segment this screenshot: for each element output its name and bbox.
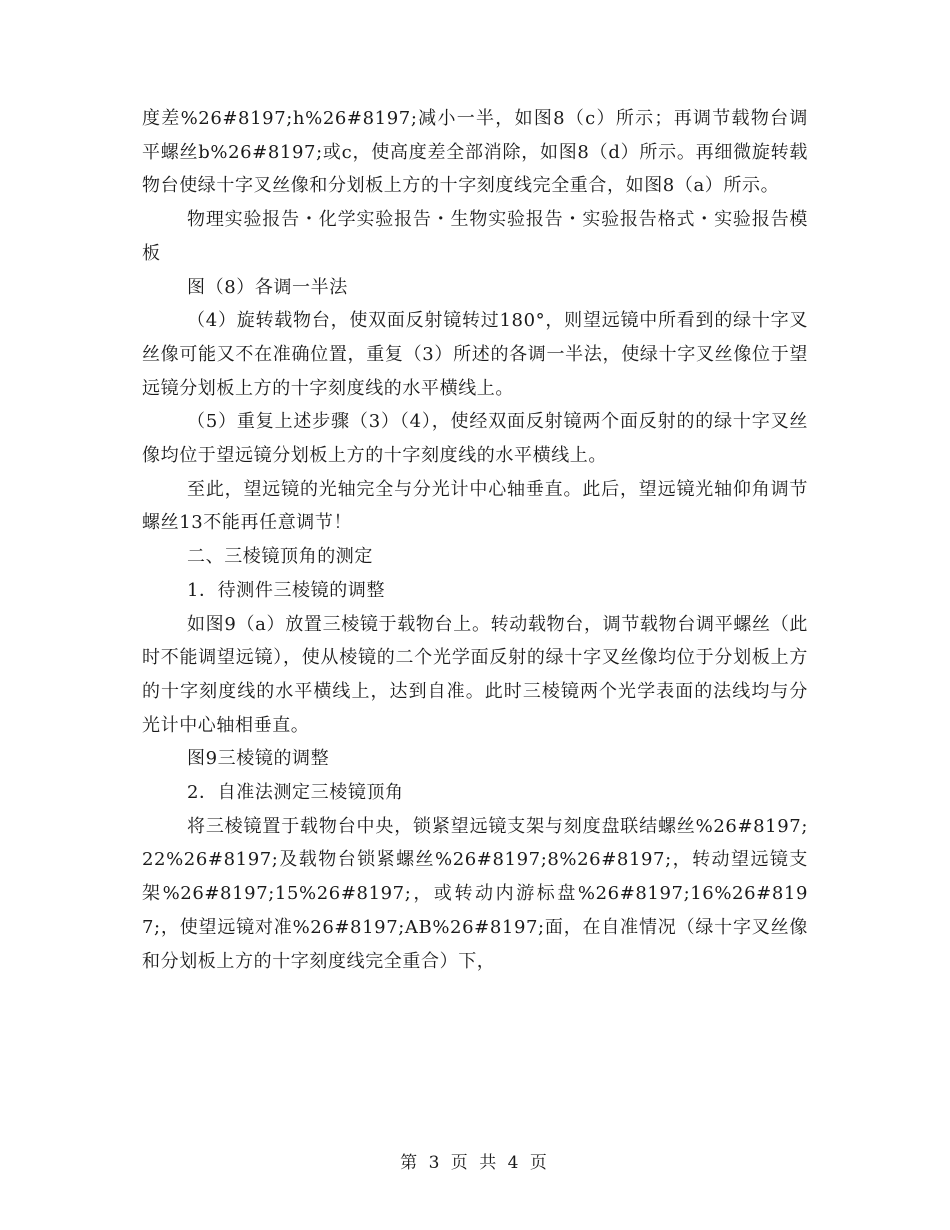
paragraph-prism-adjust: 如图9（a）放置三棱镜于载物台上。转动载物台，调节载物台调平螺丝（此时不能调望远镜），使从棱镜的二个光学面反射的绿十字叉丝像均位于分划板上方的十字刻度线的水平横线上，达到自准。此时三棱镜两个光学表面的法线均与分光计中心轴相垂直。 (142, 613, 808, 736)
subsection-heading-2: 2．自准法测定三棱镜顶角 (187, 782, 404, 804)
paragraph-step-5: （5）重复上述步骤（3）（4），使经双面反射镜两个面反射的的绿十字叉丝像均位于望远镜分划板上方的十字刻度线的水平横线上。 (142, 411, 808, 467)
section-heading-2: 二、三棱镜顶角的测定 (187, 546, 373, 568)
page-footer: 第 3 页 共 4 页 (400, 1153, 550, 1173)
paragraph-2: 物理实验报告・化学实验报告・生物实验报告・实验报告格式・实验报告模板 (142, 209, 808, 264)
paragraph-step-4: （4）旋转载物台，使双面反射镜转过180°，则望远镜中所看到的绿十字叉丝像可能又不在准确位置，重复（3）所述的各调一半法，使绿十字叉丝像位于望远镜分划板上方的十字刻度线的水平横线上。 (142, 310, 808, 399)
subsection-heading-1: 1．待测件三棱镜的调整 (187, 579, 386, 601)
paragraph-1: 度差%26#8197;h%26#8197;减小一半，如图8（c）所示；再调节载物台调平螺丝b%26#8197;或c，使高度差全部消除，如图8（d）所示。再细微旋转载物台使绿十字叉丝像和分划板上方的十字刻度线完全重合，如图8（a）所示。 (142, 108, 808, 197)
document-body (142, 102, 808, 978)
figure-caption-8: 图（8）各调一半法 (187, 276, 348, 298)
paragraph-conclusion: 至此，望远镜的光轴完全与分光计中心轴垂直。此后，望远镜光轴仰角调节螺丝13不能再任意调节！ (142, 478, 808, 534)
figure-caption-9: 图9三棱镜的调整 (187, 748, 330, 770)
paragraph-autocollimation: 将三棱镜置于载物台中央，锁紧望远镜支架与刻度盘联结螺丝%26#8197;22%26#8197;及载物台锁紧螺丝%26#8197;8%26#8197;，转动望远镜支架%26#8197;15%26#8197;，或转动内游标盘%26#8197;16%26#8197;，使望远镜对准%26#8197;AB%26#8197;面，在自准情况（绿十字叉丝像和分划板上方的十字刻度线完全重合）下， (142, 815, 808, 972)
